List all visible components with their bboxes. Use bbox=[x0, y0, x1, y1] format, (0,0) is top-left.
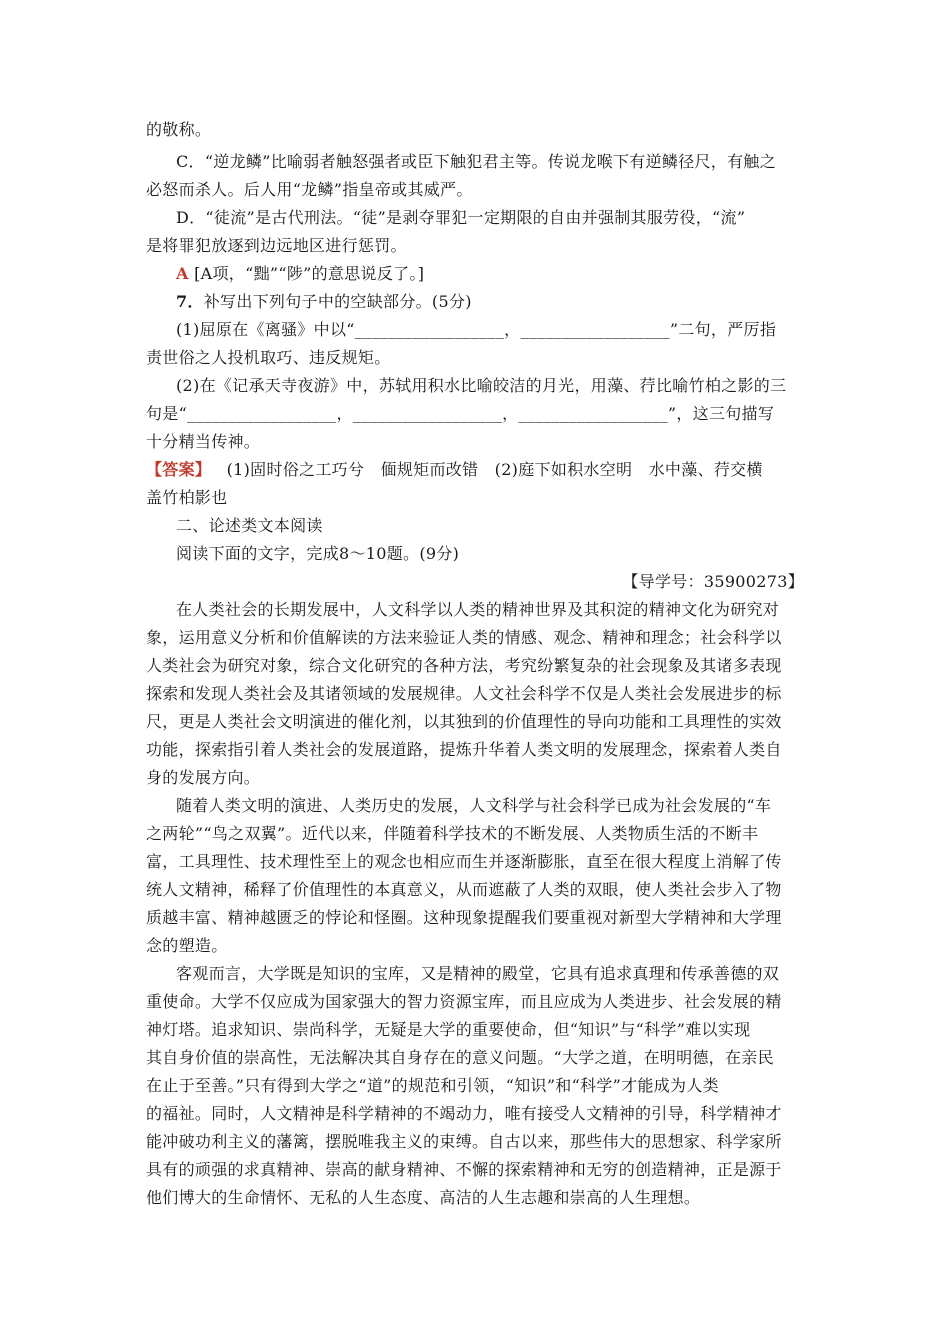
option-c-line: C．“逆龙鳞”比喻弱者触怒强者或臣下触犯君主等。传说龙喉下有逆鳞径尺，有触之 bbox=[176, 152, 777, 171]
paragraph-line: 象，运用意义分析和价值解读的方法来验证人类的情感、观念、精神和理念；社会科学以 bbox=[146, 628, 782, 647]
paragraph-line: 富，工具理性、技术理性至上的观念也相应而生并逐渐膨胀，直至在很大程度上消解了传 bbox=[146, 852, 782, 871]
text-line: 的敬称。 bbox=[146, 120, 212, 139]
paragraph-line: 统人文精神，稀释了价值理性的本真意义，从而遮蔽了人类的双眼，使人类社会步入了物 bbox=[146, 880, 782, 899]
option-d-line: D．“徒流”是古代刑法。“徒”是剥夺罪犯一定期限的自由并强制其服劳役，“流” bbox=[176, 208, 746, 227]
paragraph-line: 在人类社会的长期发展中，人文科学以人类的精神世界及其积淀的精神文化为研究对 bbox=[176, 600, 780, 619]
text-line: 是将罪犯放逐到边远地区进行惩罚。 bbox=[146, 236, 407, 255]
subquestion-2-line: (2)在《记承天寺夜游》中，苏轼用积水比喻皎洁的月光，用藻、荇比喻竹柏之影的三 bbox=[176, 376, 787, 395]
guide-number: 【导学号：35900273】 bbox=[622, 572, 804, 591]
text-line: 必怒而杀人。后人用“龙鳞”指皇帝或其威严。 bbox=[146, 180, 473, 199]
question-number: 7． bbox=[176, 292, 204, 311]
text-line: 盖竹柏影也 bbox=[146, 488, 228, 507]
paragraph-line: 质越丰富、精神越匮乏的悖论和怪圈。这种现象提醒我们要重视对新型大学精神和大学理 bbox=[146, 908, 782, 927]
question-text: 补写出下列句子中的空缺部分。(5分) bbox=[203, 292, 472, 311]
text-line: 十分精当传神。 bbox=[146, 432, 261, 451]
paragraph-line: 人类社会为研究对象，综合文化研究的各种方法，考究纷繁复杂的社会现象及其诸多表现 bbox=[146, 656, 782, 675]
subquestion-1-line: (1)屈原在《离骚》中以“__________________，__________________”二句，严厉指 bbox=[176, 320, 777, 339]
text-line: 句是“__________________，__________________，__________________”，这三句描写 bbox=[146, 404, 775, 423]
paragraph-line: 探索和发现人类社会及其诸领域的发展规律。人文社会科学不仅是人类社会发展进步的标 bbox=[146, 684, 782, 703]
answer-line bbox=[176, 262, 424, 286]
answer-key-line bbox=[146, 458, 763, 482]
paragraph-line: 尺，更是人类社会文明演进的催化剂，以其独到的价值理性的导向功能和工具理性的实效 bbox=[146, 712, 782, 731]
answer-explanation: [A项，“黜”“陟”的意思说反了。] bbox=[194, 264, 425, 283]
paragraph-line: 在止于至善。”只有得到大学之“道”的规范和引领，“知识”和“科学”才能成为人类 bbox=[146, 1076, 719, 1095]
paragraph-line: 具有的顽强的求真精神、崇高的献身精神、不懈的探索精神和无穷的创造精神，正是源于 bbox=[146, 1160, 782, 1179]
answer-key-text: (1)固时俗之工巧兮 偭规矩而改错 (2)庭下如积水空明 水中藻、荇交横 bbox=[226, 460, 763, 479]
answer-tag: 【答案】 bbox=[146, 460, 212, 479]
paragraph-line: 身的发展方向。 bbox=[146, 768, 261, 787]
paragraph-line: 重使命。大学不仅应成为国家强大的智力资源宝库，而且应成为人类进步、社会发展的精 bbox=[146, 992, 782, 1011]
paragraph-line: 神灯塔。追求知识、崇尚科学，无疑是大学的重要使命，但“知识”与“科学”难以实现 bbox=[146, 1020, 751, 1039]
paragraph-line: 随着人类文明的演进、人类历史的发展，人文科学与社会科学已成为社会发展的“车 bbox=[176, 796, 772, 815]
paragraph-line: 能冲破功利主义的藩篱，摆脱唯我主义的束缚。自古以来，那些伟大的思想家、科学家所 bbox=[146, 1132, 782, 1151]
paragraph-line: 他们博大的生命情怀、无私的人生态度、高洁的人生志趣和崇高的人生理想。 bbox=[146, 1188, 701, 1207]
paragraph-line: 功能，探索指引着人类社会的发展道路，提炼升华着人类文明的发展理念，探索着人类自 bbox=[146, 740, 782, 759]
paragraph-line: 客观而言，大学既是知识的宝库，又是精神的殿堂，它具有追求真理和传承善德的双 bbox=[176, 964, 780, 983]
instruction-line: 阅读下面的文字，完成8～10题。(9分) bbox=[176, 544, 460, 563]
paragraph-line: 之两轮”“鸟之双翼”。近代以来，伴随着科学技术的不断发展、人类物质生活的不断丰 bbox=[146, 824, 759, 843]
text-line: 责世俗之人投机取巧、违反规矩。 bbox=[146, 348, 391, 367]
paragraph-line: 其自身价值的崇高性，无法解决其自身存在的意义问题。“大学之道，在明明德，在亲民 bbox=[146, 1048, 774, 1067]
paragraph-line: 的福祉。同时，人文精神是科学精神的不竭动力，唯有接受人文精神的引导，科学精神才 bbox=[146, 1104, 782, 1123]
section-heading: 二、论述类文本阅读 bbox=[176, 516, 323, 535]
paragraph-line: 念的塑造。 bbox=[146, 936, 228, 955]
answer-letter: A bbox=[176, 264, 189, 283]
question-7-line bbox=[176, 290, 472, 314]
